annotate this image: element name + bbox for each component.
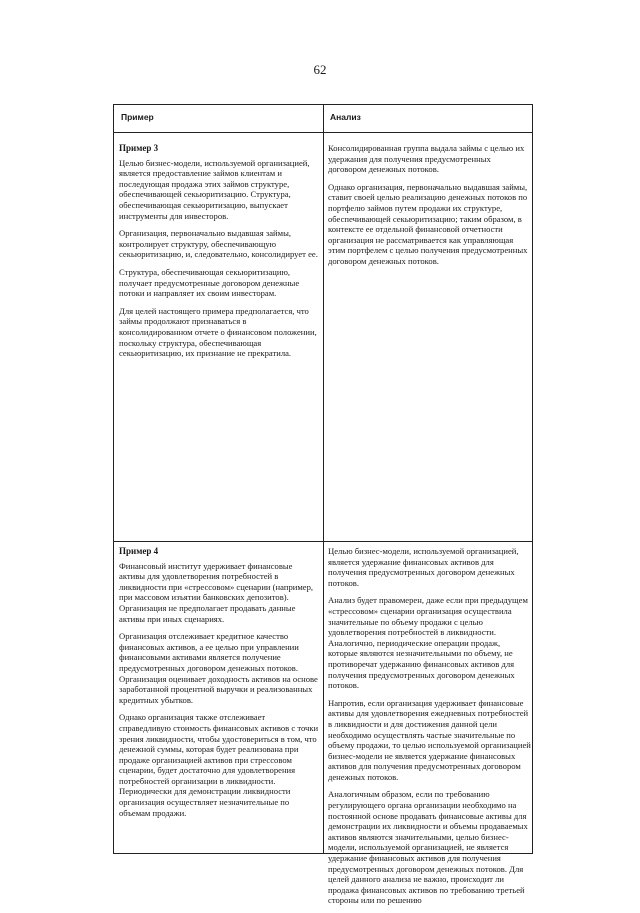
analysis-3-paragraph: Однако организация, первоначально выдавшая займы, ставит своей целью реализацию денежных потоков по портфелю займов путем продажи их структуре, обеспечивающей секьюритизацию; таким образом, в контексте ее отдельной финансовой отчетности организация не рассматривается как управляющая этим портфелем с целью получения предусмотренных договором денежных потоков. [328, 181, 528, 266]
example-4-title: Пример 4 [119, 546, 159, 556]
analysis-4-paragraph: Анализ будет правомерен, даже если при предыдущем «стрессовом» сценарии организация осуществила значительные по объему продажи с целью удовлетворения потребностей в ликвидности. Аналогично, периодические операции продаж, которые являются незначительными по объему, не противоречат удержанию финансовых активов для получения предусмотренных договором денежных потоков. [328, 595, 528, 691]
example-3-paragraph: Структура, обеспечивающая секьюритизацию, получает предусмотренные договором денежные потоки и направляет их своим инвесторам. [119, 266, 300, 299]
example-3-paragraph: Целью бизнес-модели, используемой организацией, является предоставление займов клиентам и последующая продажа этих займов структуре, обеспечивающей секьюритизацию. Структура, обеспечивающая секьюритизацию, выпускает инструменты для инвесторов. [119, 157, 310, 221]
example-3-cell [119, 143, 319, 366]
header-example: Пример [121, 112, 154, 122]
column-divider [323, 105, 324, 853]
example-3-title: Пример 3 [119, 143, 159, 153]
analysis-4-cell [328, 546, 531, 913]
example-4-paragraph: Финансовый институт удерживает финансовые активы для удовлетворения потребностей в ликвидности при «стрессовом» сценарии (например, при массовом изъятии банковских депозитов). Организация не предполагает продавать данные активы при иных сценариях. [119, 560, 314, 624]
analysis-4-paragraph: Напротив, если организация удерживает финансовые активы для удовлетворения ежедневных потребностей в ликвидности и для достижения данной цели необходимо осуществлять частые значительные по объему продажи, то целью используемой организацией бизнес-модели не является удержание финансовых активов для получения предусмотренных договором денежных потоков. [328, 697, 531, 782]
example-3-paragraph: Организация, первоначально выдавшая займы, контролирует структуру, обеспечивающую секьюритизацию, и, следовательно, консолидирует ее. [119, 228, 318, 260]
analysis-4-paragraph: Целью бизнес-модели, используемой организацией, является удержание финансовых активов для получения предусмотренных договором денежных потоков. [328, 546, 519, 588]
header-analysis: Анализ [330, 112, 361, 122]
example-4-paragraph: Однако организация также отслеживает справедливую стоимость финансовых активов с точки зрения ликвидности, чтобы удостовериться в том, что денежной суммы, которая будет реализована при продаже организацией активов при стрессовом сценарии, будет достаточно для удовлетворения потребностей организации в ликвидности. Периодически для демонстрации ликвидности организация осуществляет незначительные по объемам продажи. [119, 712, 319, 818]
page-number: 62 [313, 62, 327, 77]
example-3-paragraph: Для целей настоящего примера предполагается, что займы продолжают признаваться в консолидированном отчете о финансовом положении, поскольку структура, обеспечивающая секьюритизацию, их признание не прекратила. [119, 305, 317, 359]
example-4-cell [119, 546, 319, 825]
example-analysis-table [113, 104, 533, 906]
row-divider [114, 541, 532, 542]
analysis-3-cell [328, 143, 531, 274]
analysis-4-paragraph: Аналогичным образом, если по требованию регулирующего органа организации необходимо на постоянной основе продавать финансовые активы для демонстрации их ликвидности и объемы продаваемых активов являются значительными, целью бизнес-модели, используемой организацией, не является удержание финансовых активов для получения предусмотренных договором денежных потоков. Для целей данного анализа не важно, происходит ли продажа финансовых активов по требованию третьей стороны или по решению [328, 789, 528, 906]
example-4-paragraph: Организация отслеживает кредитное качество финансовых активов, а ее целью при управлении финансовыми активами является получение предусмотренных договором денежных потоков. Организация оценивает доходность активов на основе заработанной процентной выручки и реализованных кредитных убытков. [119, 631, 318, 705]
analysis-3-paragraph: Консолидированная группа выдала займы с целью их удержания для получения предусмотренных договором денежных потоков. [328, 143, 525, 175]
